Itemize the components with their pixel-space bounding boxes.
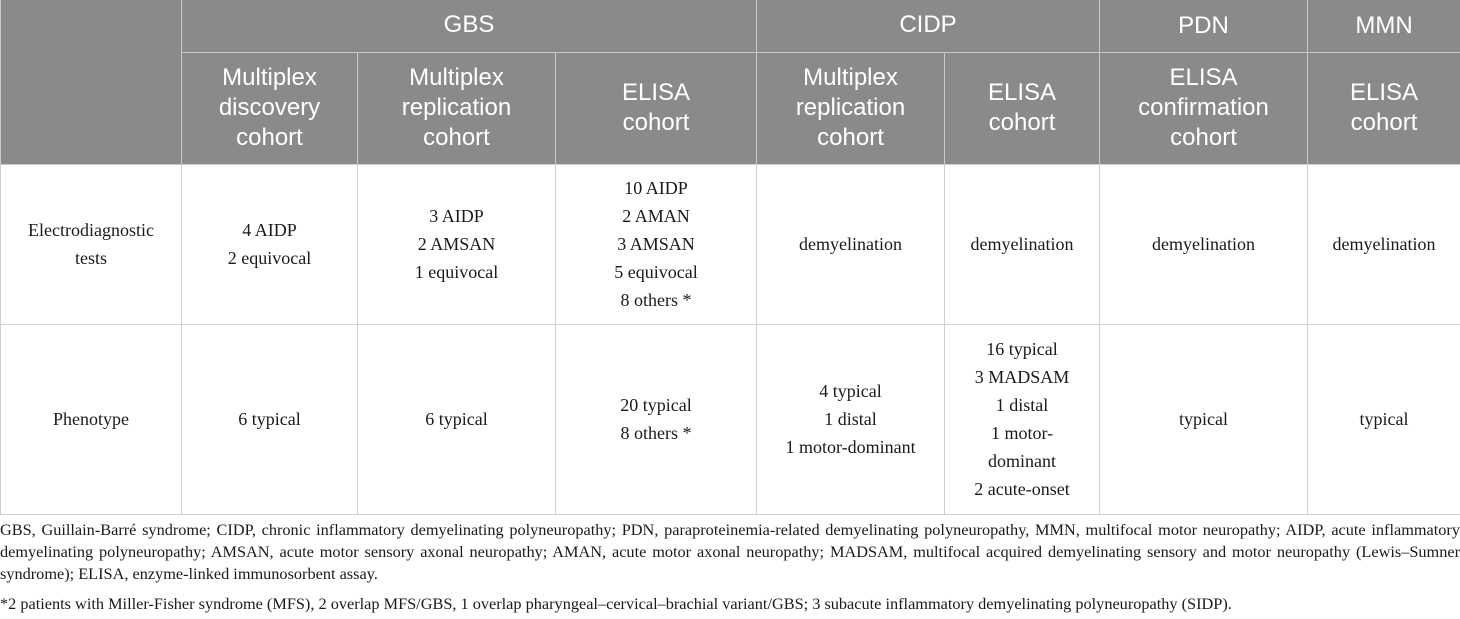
- table-footnotes: [0, 519, 1460, 615]
- cell-electro-gbs-discovery: 4 AIDP 2 equivocal: [182, 164, 358, 324]
- cell-electro-gbs-replication: 3 AIDP 2 AMSAN 1 equivocal: [358, 164, 556, 324]
- subheader-gbs-multiplex-discovery: Multiplex discovery cohort: [182, 52, 358, 164]
- header-group-row: [1, 0, 1460, 52]
- table-row-electrodiagnostic: [1, 164, 1460, 324]
- footnote-abbreviations: GBS, Guillain-Barré syndrome; CIDP, chronic inflammatory demyelinating polyneuropathy; PDN, paraproteinemia-related demyelinating polyneuropathy, MMN, multifocal motor neuropathy; AIDP, acute inflammatory demyelinating polyneuropathy; AMSAN, acute motor sensory axonal neuropathy; AMAN, acute motor axonal neuropathy; MADSAM, multifocal acquired demyelinating sensory and motor neuropathy (Lewis–Sumner syndrome); ELISA, enzyme-linked immunosorbent assay.: [0, 520, 1460, 583]
- header-corner-cell: [1, 0, 182, 164]
- cell-electro-cidp-elisa: demyelination: [945, 164, 1100, 324]
- subheader-gbs-elisa: ELISA cohort: [556, 52, 757, 164]
- header-subheader-row: [1, 52, 1460, 164]
- cell-electro-mmn-elisa: demyelination: [1308, 164, 1460, 324]
- cell-phenotype-gbs-replication: 6 typical: [358, 324, 556, 514]
- cell-phenotype-cidp-elisa: 16 typical 3 MADSAM 1 distal 1 motor- dominant 2 acute-onset: [945, 324, 1100, 514]
- subheader-cidp-elisa: ELISA cohort: [945, 52, 1100, 164]
- header-group-pdn: PDN: [1100, 0, 1308, 52]
- header-group-mmn: MMN: [1308, 0, 1460, 52]
- row-label-phenotype: Phenotype: [1, 324, 182, 514]
- cell-phenotype-cidp-replication: 4 typical 1 distal 1 motor-dominant: [757, 324, 945, 514]
- cell-electro-cidp-replication: demyelination: [757, 164, 945, 324]
- header-group-cidp: CIDP: [757, 0, 1100, 52]
- subheader-gbs-multiplex-replication: Multiplex replication cohort: [358, 52, 556, 164]
- subheader-mmn-elisa: ELISA cohort: [1308, 52, 1460, 164]
- cell-electro-pdn-elisa: demyelination: [1100, 164, 1308, 324]
- cell-phenotype-mmn-elisa: typical: [1308, 324, 1460, 514]
- cell-phenotype-pdn-elisa: typical: [1100, 324, 1308, 514]
- cell-electro-gbs-elisa: 10 AIDP 2 AMAN 3 AMSAN 5 equivocal 8 others *: [556, 164, 757, 324]
- subheader-pdn-elisa-confirmation: ELISA confirmation cohort: [1100, 52, 1308, 164]
- table-row-phenotype: [1, 324, 1460, 514]
- cell-phenotype-gbs-discovery: 6 typical: [182, 324, 358, 514]
- row-label-electrodiagnostic: Electrodiagnostic tests: [1, 164, 182, 324]
- cell-phenotype-gbs-elisa: 20 typical 8 others *: [556, 324, 757, 514]
- header-group-gbs: GBS: [182, 0, 757, 52]
- footnote-others: *2 patients with Miller-Fisher syndrome (MFS), 2 overlap MFS/GBS, 1 overlap pharyngeal–cervical–brachial variant/GBS; 3 subacute inflammatory demyelinating polyneuropathy (SIDP).: [0, 594, 1232, 613]
- subheader-cidp-multiplex-replication: Multiplex replication cohort: [757, 52, 945, 164]
